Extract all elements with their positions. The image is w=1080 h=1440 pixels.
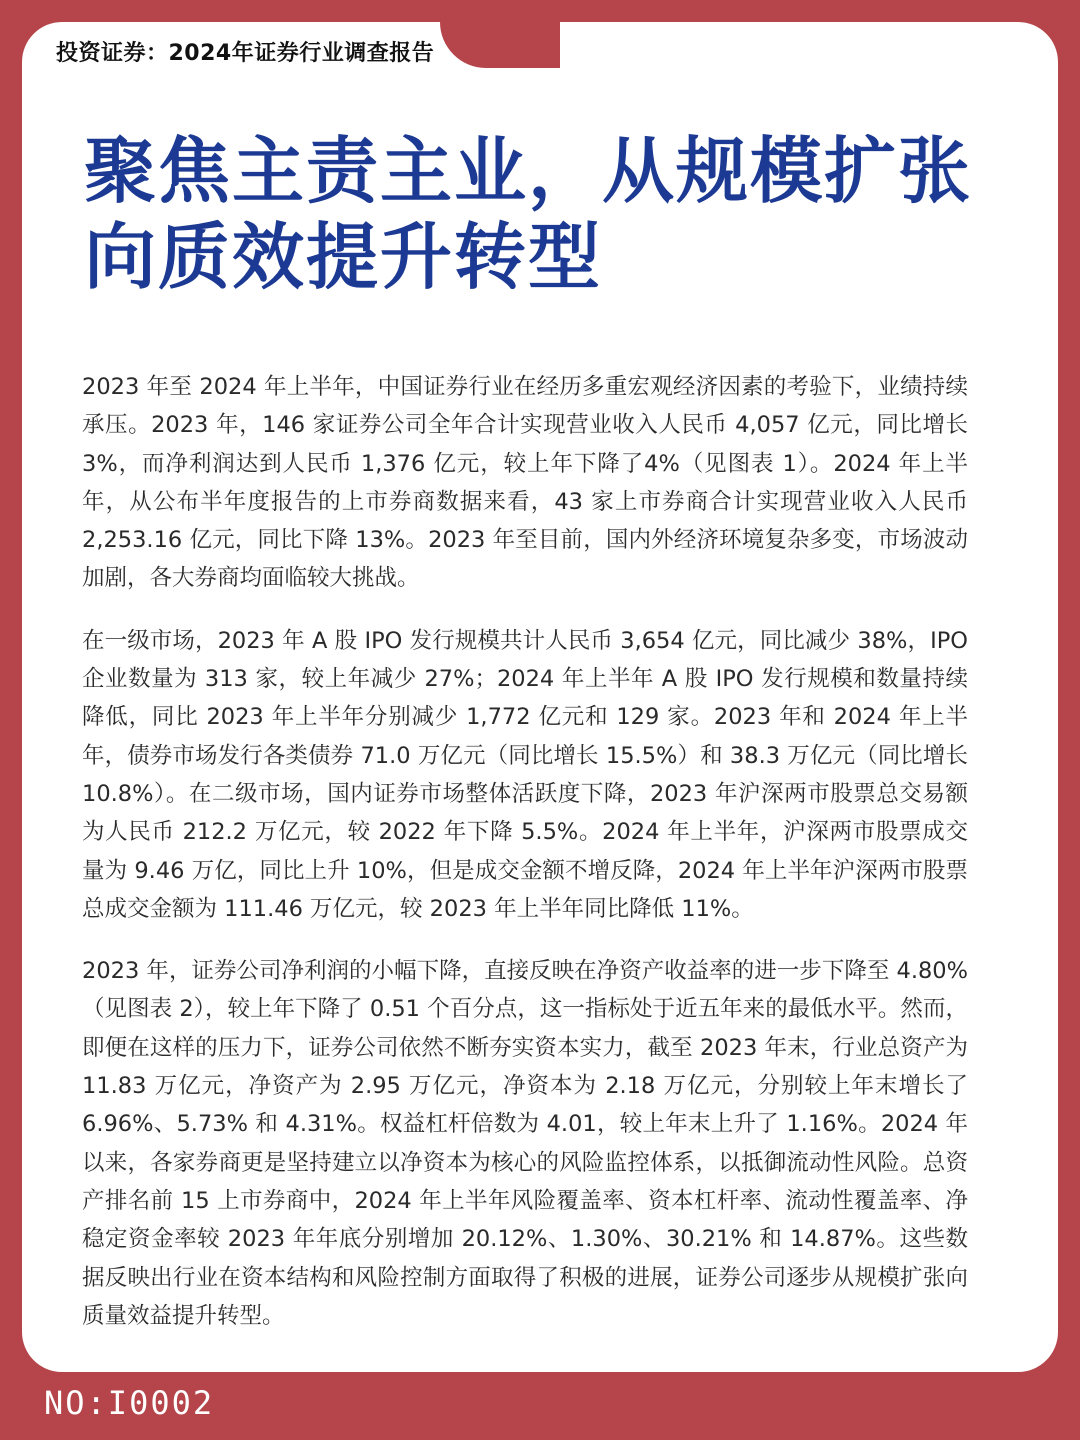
page-title <box>84 128 1004 300</box>
paragraph-3: 2023 年，证券公司净利润的小幅下降，直接反映在净资产收益率的进一步下降至 4.80%（见图表 2），较上年下降了 0.51 个百分点，这一指标处于近五年来的最低水平。然而，即便在这样的压力下，证券公司依然不断夯实资本实力，截至 2023 年末，行业总资产为 11.83 万亿元，净资产为 2.95 万亿元，净资本为 2.18 万亿元，分别较上年末增长了 6.96%、5.73% 和 4.31%。权益杠杆倍数为 4.01，较上年末上升了 1.16%。2024 年以来，各家券商更是坚持建立以净资本为核心的风险监控体系，以抵御流动性风险。总资产排名前 15 上市券商中，2024 年上半年风险覆盖率、资本杠杆率、流动性覆盖率、净稳定资金率较 2023 年年底分别增加 20.12%、1.30%、30.21% 和 14.87%。这些数据反映出行业在资本结构和风险控制方面取得了积极的进展，证券公司逐步从规模扩张向质量效益提升转型。 <box>82 958 968 1329</box>
footer-number: NO:I0002 <box>44 1384 215 1422</box>
article-body <box>82 368 968 1359</box>
paragraph-2: 在一级市场，2023 年 A 股 IPO 发行规模共计人民币 3,654 亿元，同比减少 38%，IPO 企业数量为 313 家，较上年减少 27%；2024 年上半年 A 股 IPO 发行规模和数量持续降低，同比 2023 年上半年分别减少 1,772 亿元和 129 家。2023 年和 2024 年上半年，债券市场发行各类债券 71.0 万亿元（同比增长 15.5%）和 38.3 万亿元（同比增长 10.8%）。在二级市场，国内证券市场整体活跃度下降，2023 年沪深两市股票总交易额为人民币 212.2 万亿元，较 2022 年下降 5.5%。2024 年上半年，沪深两市股票成交量为 9.46 万亿，同比上升 10%，但是成交金额不增反降，2024 年上半年沪深两市股票总成交金额为 111.46 万亿元，较 2023 年上半年同比降低 11%。 <box>82 627 968 922</box>
title-line-2: 向质效提升转型 <box>84 215 603 299</box>
paragraph-1: 2023 年至 2024 年上半年，中国证券行业在经历多重宏观经济因素的考验下，业绩持续承压。2023 年，146 家证券公司全年合计实现营业收入人民币 4,057 亿元，同比增长 3%，而净利润达到人民币 1,376 亿元，较上年下降了4%（见图表 1）。2024 年上半年，从公布半年度报告的上市券商数据来看，43 家上市券商合计实现营业收入人民币 2,253.16 亿元，同比下降 13%。2023 年至目前，国内外经济环境复杂多变，市场波动加剧，各大券商均面临较大挑战。 <box>82 374 968 592</box>
header-label: 投资证券：2024年证券行业调查报告 <box>56 41 435 66</box>
title-line-1: 聚焦主责主业，从规模扩张 <box>84 129 973 213</box>
